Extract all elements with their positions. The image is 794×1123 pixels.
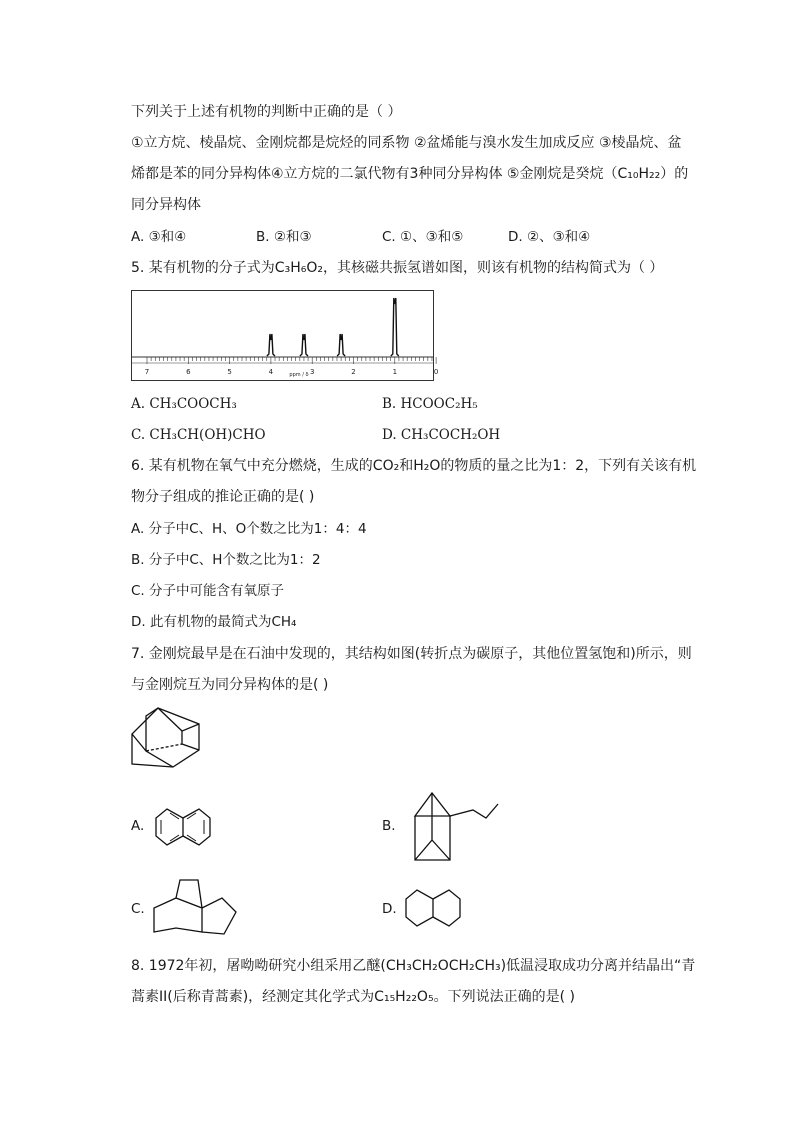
q7-option-d-label: D.: [382, 901, 397, 917]
decalin-structure: [404, 889, 462, 927]
prismane-propyl-structure: [406, 790, 501, 864]
q4-stem: 下列关于上述有机物的判断中正确的是（ ）: [131, 104, 402, 120]
nmr-tick-label: 1: [392, 368, 398, 376]
q6-stem-line-2: 物分子组成的推论正确的是( ): [131, 489, 315, 505]
nmr-tick-label: 5: [227, 368, 232, 376]
nmr-tick-label: 6: [186, 368, 191, 376]
q6-option-b: B. 分子中C、H个数之比为1：2: [131, 552, 321, 568]
adamantane-structure: [128, 704, 208, 770]
nmr-tick-label: 7: [144, 368, 150, 376]
q4-option-d: D. ②、③和④: [508, 229, 591, 245]
q6-option-a: A. 分子中C、H、O个数之比为1：4：4: [131, 521, 367, 537]
q8-stem-line-2: 蒿素II(后称青蒿素)，经测定其化学式为C₁₅H₂₂O₅。下列说法正确的是( ): [131, 989, 575, 1005]
q4-statement-line-1: ①立方烷、棱晶烷、金刚烷都是烷烃的同系物 ②盆烯能与溴水发生加成反应 ③棱晶烷、盆: [131, 135, 682, 151]
q7-stem-line-2: 与金刚烷互为同分异构体的是( ): [131, 677, 329, 693]
q7-stem-line-1: 7. 金刚烷最早是在石油中发现的，其结构如图(转折点为碳原子，其他位置氢饱和)所示，则: [131, 646, 692, 662]
nmr-tick-label: 2: [351, 368, 356, 376]
q6-option-c: C. 分子中可能含有氧原子: [131, 583, 285, 599]
q5-option-d: D. CH₃COCH₂OH: [382, 427, 501, 443]
nmr-tick-label: 0: [433, 368, 439, 376]
nmr-tick-label: 3: [309, 368, 315, 376]
nmr-peak: [300, 334, 308, 356]
q4-statement-line-3: 同分异构体: [131, 197, 201, 213]
nmr-peak: [267, 334, 275, 356]
nmr-unit-label: ppm / δ: [289, 372, 309, 378]
nmr-peak: [391, 298, 399, 356]
q7-option-b-label: B.: [382, 818, 396, 834]
nmr-tick-label: 4: [268, 368, 274, 376]
q7-option-a-label: A.: [131, 818, 145, 834]
q4-option-c: C. ①、③和⑤: [382, 229, 464, 245]
q6-stem-line-1: 6. 某有机物在氧气中充分燃烧，生成的CO₂和H₂O的物质的量之比为1：2，下列有关该有机: [131, 458, 697, 474]
q6-option-d: D. 此有机物的最简式为CH₄: [131, 614, 297, 630]
q4-option-b: B. ②和③: [256, 229, 312, 245]
q4-statement-line-2: 烯都是苯的同分异构体④立方烷的二氯代物有3种同分异构体 ⑤金刚烷是癸烷（C₁₀H₂₂）的: [131, 166, 689, 182]
q5-option-a: A. CH₃COOCH₃: [131, 396, 237, 412]
q5-option-c: C. CH₃CH(OH)CHO: [131, 427, 266, 443]
nmr-spectrum: [131, 290, 439, 382]
q8-stem-line-1: 8. 1972年初，屠呦呦研究小组采用乙醚(CH₃CH₂OCH₂CH₃)低温浸取成功分离并结晶出“青: [131, 958, 696, 974]
bridged-tricyclic-structure: [152, 876, 240, 936]
q7-option-c-label: C.: [131, 901, 145, 917]
q5-option-b: B. HCOOC₂H₅: [382, 396, 478, 412]
q5-stem: 5. 某有机物的分子式为C₃H₆O₂，其核磁共振氢谱如图，则该有机物的结构简式为（ ）: [131, 260, 664, 276]
nmr-peak: [337, 334, 345, 356]
q4-option-a: A. ③和④: [131, 229, 187, 245]
naphthalene-structure: [154, 808, 212, 846]
